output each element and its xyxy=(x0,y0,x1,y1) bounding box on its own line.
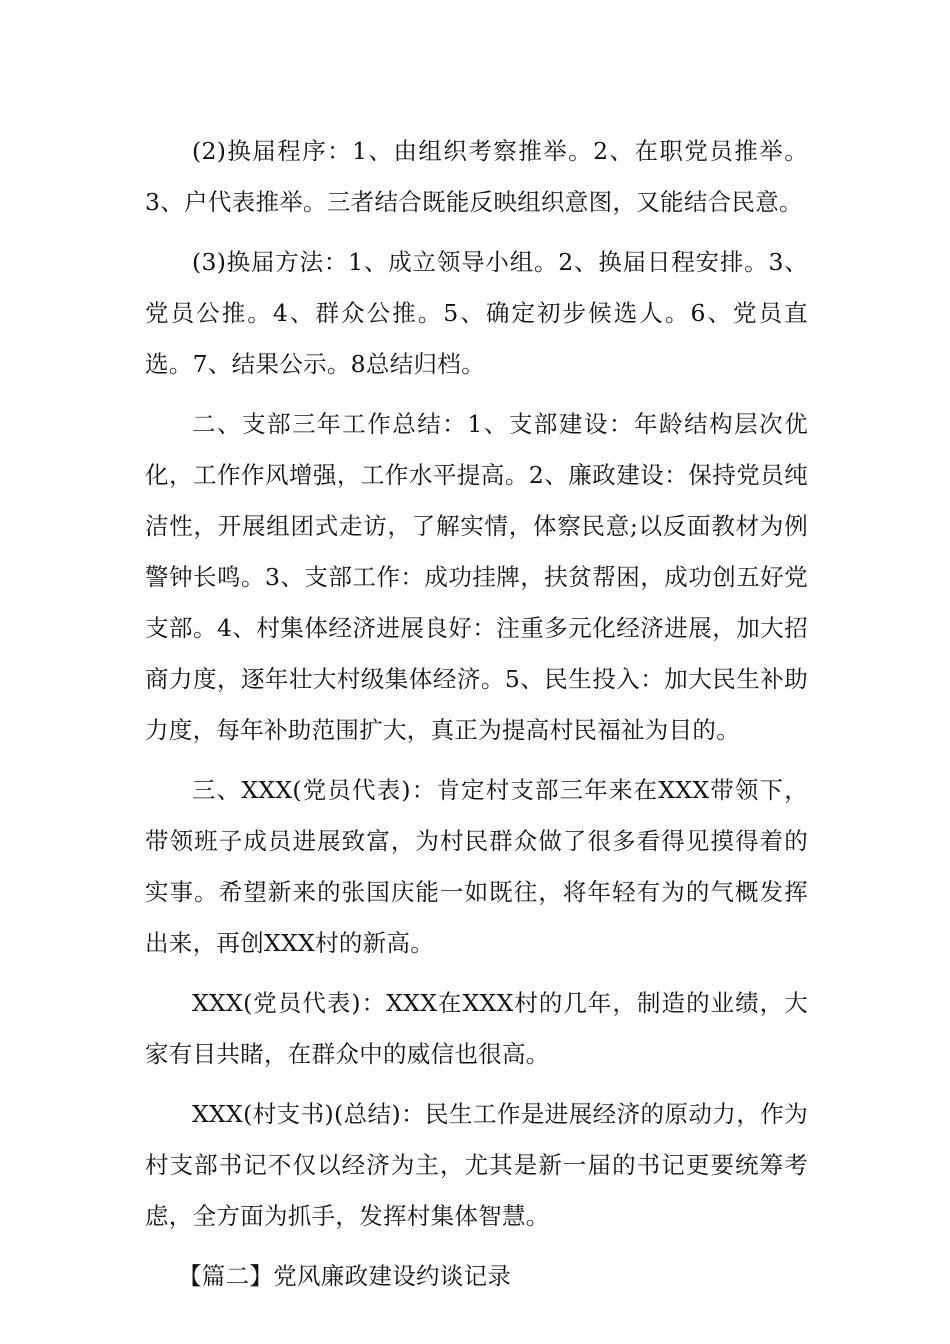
paragraph-member-rep-2: XXX(党员代表)：XXX在XXX村的几年，制造的业绩，大家有目共睹，在群众中的威信也很高。 xyxy=(145,989,808,1068)
paragraph-term-method: (3)换届方法：1、成立领导小组。2、换届日程安排。3、党员公推。4、群众公推。5、确定初步候选人。6、党员直选。7、结果公示。8总结归档。 xyxy=(145,248,808,378)
paragraph-secretary-summary: XXX(村支书)(总结)：民生工作是进展经济的原动力，作为村支部书记不仅以经济为主，尤其是新一届的书记更要统筹考虑，全方面为抓手，发挥村集体智慧。 xyxy=(145,1100,808,1230)
paragraph-branch-summary: 二、支部三年工作总结：1、支部建设：年龄结构层次优化，工作作风增强，工作水平提高。2、廉政建设：保持党员纯洁性，开展组团式走访，了解实情，体察民意;以反面教材为例警钟长鸣。3、支部工作：成功挂牌，扶贫帮困，成功创五好党支部。4、村集体经济进展良好：注重多元化经济进展，加大招商力度，逐年壮大村级集体经济。5、民生投入：加大民生补助力度，每年补助范围扩大，真正为提高村民福祉为目的。 xyxy=(145,410,808,744)
section-heading: 【篇二】党风廉政建设约谈记录 xyxy=(178,1262,512,1290)
document-body xyxy=(145,126,808,1302)
paragraph-member-rep-1: 三、XXX(党员代表)：肯定村支部三年来在XXX带领下，带领班子成员进展致富，为村民群众做了很多看得见摸得着的实事。希望新来的张国庆能一如既往，将年轻有为的气概发挥出来，再创XXX村的新高。 xyxy=(145,776,808,957)
paragraph-term-procedure: (2)换届程序：1、由组织考察推举。2、在职党员推举。3、户代表推举。三者结合既能反映组织意图，又能结合民意。 xyxy=(145,137,808,216)
